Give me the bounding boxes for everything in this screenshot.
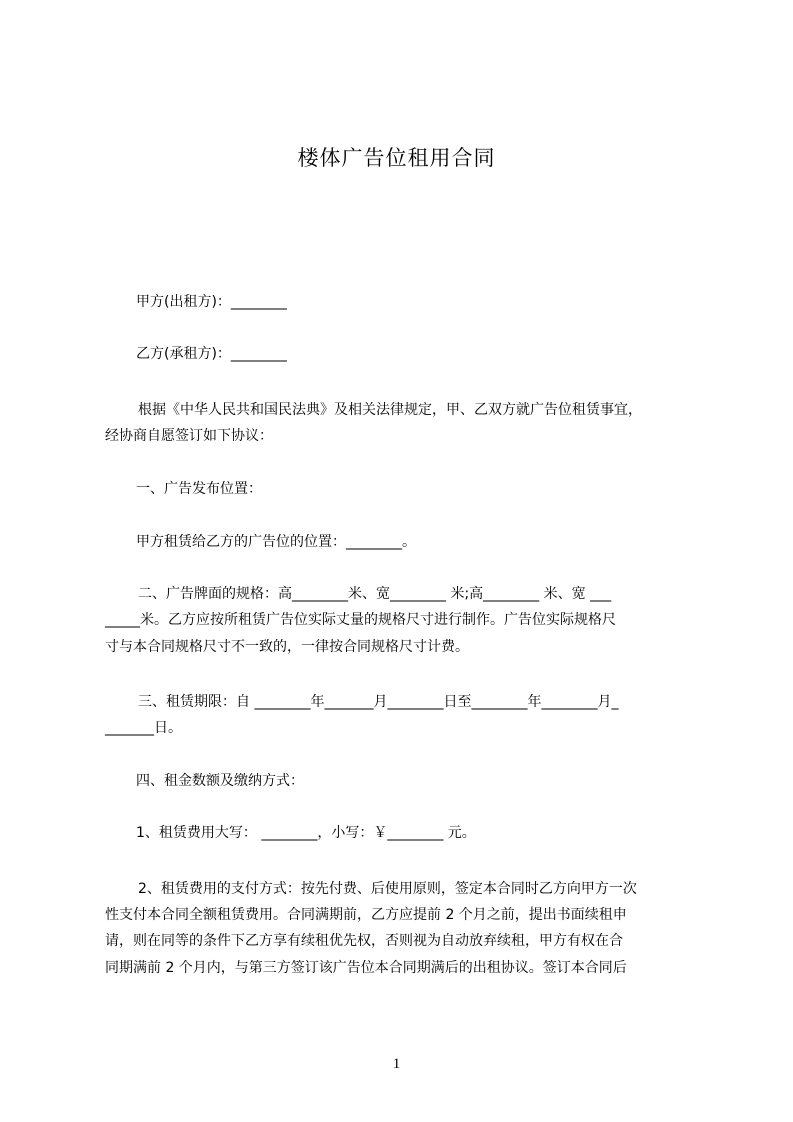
section-2-line-1: 二、广告牌面的规格：高________米、宽________ 米;高________ 米、宽 ___: [138, 586, 612, 602]
section-4-item-2-line-4: 同期满前 2 个月内，与第三方签订该广告位本合同期满后的出租协议。签订本合同后: [105, 960, 627, 976]
section-1-heading: 一、广告发布位置：: [136, 481, 262, 497]
party-b-line: 乙方(承租方)：________: [136, 346, 287, 362]
document-title: 楼体广告位租用合同: [297, 146, 496, 170]
section-3-line-1: 三、租赁期限：自 ________年_______月________日至________年________月_: [138, 694, 619, 710]
section-4-item-2-line-2: 性支付本合同全额租赁费用。合同满期前，乙方应提前 2 个月之前，提出书面续租申: [105, 907, 627, 923]
page-number: 1: [392, 1056, 401, 1072]
intro-line-1: 根据《中华人民共和国民法典》及相关法律规定，甲、乙双方就广告位租赁事宜，: [138, 402, 642, 418]
section-4-item-2-line-3: 请，则在同等的条件下乙方享有续租优先权，否则视为自动放弃续租，甲方有权在合: [105, 933, 623, 949]
section-2-line-2: _____米。乙方应按所租赁广告位实际丈量的规格尺寸进行制作。广告位实际规格尺: [105, 612, 616, 628]
section-2-line-3: 寸与本合同规格尺寸不一致的，一律按合同规格尺寸计费。: [105, 639, 469, 655]
section-4-item-1: 1、租赁费用大写： ________，小写：￥________ 元。: [136, 825, 476, 841]
section-1-text: 甲方租赁给乙方的广告位的位置：________。: [136, 534, 416, 550]
party-a-line: 甲方(出租方)：________: [136, 294, 287, 310]
section-4-item-2-line-1: 2、租赁费用的支付方式：按先付费、后使用原则，签定本合同时乙方向甲方一次: [138, 881, 637, 897]
intro-line-2: 经协商自愿签订如下协议：: [105, 428, 273, 444]
section-4-heading: 四、租金数额及缴纳方式：: [136, 773, 304, 789]
section-3-line-2: _______日。: [105, 720, 182, 736]
